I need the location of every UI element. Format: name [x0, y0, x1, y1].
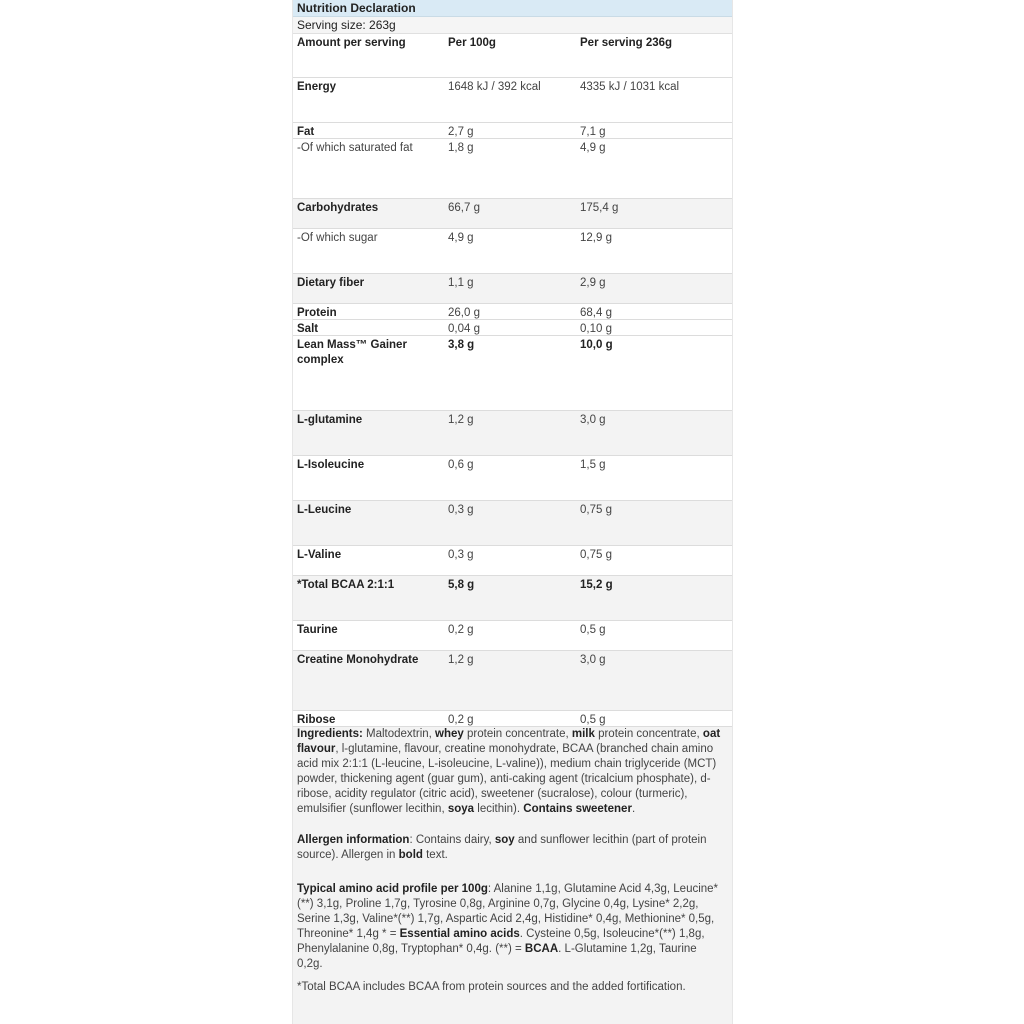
table-row — [293, 123, 732, 139]
text-segment: whey — [435, 728, 464, 740]
text-segment: and sunflower lecithin (part of protein source). Allergen in — [297, 834, 707, 861]
nutrient-name: Ribose — [297, 714, 336, 726]
nutrient-name: -Of which saturated fat — [297, 142, 413, 154]
value-per-100g: 0,04 g — [448, 323, 480, 335]
value-per-serving: 0,5 g — [580, 624, 606, 636]
nutrient-name: Taurine — [297, 624, 338, 636]
table-row — [293, 576, 732, 621]
nutrient-name: Dietary fiber — [297, 277, 365, 289]
table-row — [293, 78, 732, 123]
nutrient-name: Carbohydrates — [297, 202, 379, 214]
table-row — [293, 501, 732, 546]
text-segment: Typical amino acid profile per 100g — [297, 883, 488, 895]
value-per-serving: 4335 kJ / 1031 kcal — [580, 81, 680, 93]
text-segment: Contains sweetener — [523, 803, 632, 815]
text-segment: BCAA — [524, 943, 559, 955]
table-title: Nutrition Declaration — [297, 1, 416, 15]
allergen-text — [297, 833, 725, 863]
value-per-serving: 7,1 g — [580, 126, 606, 138]
nutrient-name: Protein — [297, 307, 337, 319]
table-row — [293, 139, 732, 199]
value-per-serving: 4,9 g — [580, 142, 606, 154]
value-per-serving: 15,2 g — [580, 579, 613, 591]
text-segment: protein concentrate, — [463, 728, 572, 740]
nutrient-name: Salt — [297, 323, 319, 335]
value-per-serving: 3,0 g — [580, 654, 606, 666]
text-segment: protein concentrate, — [594, 728, 703, 740]
column-header-per-serving: Per serving 236g — [580, 37, 673, 49]
nutrient-name: L-Leucine — [297, 504, 352, 516]
table-row — [293, 711, 732, 727]
text-segment: : Contains dairy, — [409, 834, 495, 846]
serving-size-row — [293, 17, 732, 34]
value-per-100g: 1,1 g — [448, 277, 474, 289]
nutrient-name: L-Isoleucine — [297, 459, 365, 471]
value-per-serving: 12,9 g — [580, 232, 612, 244]
table-row — [293, 651, 732, 711]
table-row — [293, 621, 732, 651]
nutrition-panel — [292, 0, 733, 1024]
value-per-serving: 0,10 g — [580, 323, 612, 335]
nutrient-name: -Of which sugar — [297, 232, 378, 244]
amino-acid-profile-text — [297, 882, 725, 972]
nutrient-name: Fat — [297, 126, 315, 138]
nutrient-name: L-glutamine — [297, 414, 363, 426]
text-segment: Maltodextrin, — [362, 728, 436, 740]
ingredients-text — [297, 727, 725, 817]
text-segment: milk — [571, 728, 595, 740]
value-per-serving: 68,4 g — [580, 307, 612, 319]
value-per-serving: 0,5 g — [580, 714, 606, 726]
text-segment: text. — [422, 849, 448, 861]
value-per-serving: 10,0 g — [580, 339, 613, 351]
value-per-100g: 2,7 g — [448, 126, 474, 138]
text-segment: oat flavour — [297, 728, 721, 755]
table-row — [293, 411, 732, 456]
value-per-serving: 2,9 g — [580, 277, 606, 289]
value-per-100g: 5,8 g — [448, 579, 475, 591]
table-row — [293, 229, 732, 274]
table-row — [293, 456, 732, 501]
nutrient-name: Lean Mass™ Gainer complex — [297, 339, 407, 366]
nutrient-name: Energy — [297, 81, 336, 93]
table-row — [293, 274, 732, 304]
value-per-serving: 3,0 g — [580, 414, 606, 426]
value-per-100g: 1,8 g — [448, 142, 474, 154]
text-segment: soy — [494, 834, 515, 846]
product-information — [293, 727, 732, 1024]
value-per-100g: 0,3 g — [448, 504, 474, 516]
table-title-bar — [293, 0, 732, 17]
text-segment: , l-glutamine, flavour, creatine monohydrate, BCAA (branched chain amino acid mix 2:1:1 (L-leucine, L-isoleucine, L-valine)), medium chain triglyceride (MCT) powder, thickening agent (guar gum), anti-caking agent (tricalcium phosphate), d-ribose, acidity regulator (citric acid), sweetener (sucralose), colour (turmeric), emulsifier (sunflower lecithin, — [297, 743, 717, 815]
text-segment: Allergen information — [297, 834, 410, 846]
value-per-100g: 1,2 g — [448, 414, 474, 426]
value-per-serving: 175,4 g — [580, 202, 619, 214]
nutrient-name: Creatine Monohydrate — [297, 654, 419, 666]
text-segment: Essential amino acids — [399, 928, 520, 940]
value-per-100g: 26,0 g — [448, 307, 480, 319]
value-per-100g: 0,3 g — [448, 549, 474, 561]
nutrient-name: *Total BCAA 2:1:1 — [297, 579, 395, 591]
table-row — [293, 304, 732, 320]
table-row — [293, 320, 732, 336]
text-segment: bold — [398, 849, 423, 861]
table-row — [293, 546, 732, 576]
column-header-row — [293, 34, 732, 78]
footnote-text: *Total BCAA includes BCAA from protein sources and the added fortification. — [297, 981, 686, 993]
value-per-100g: 0,2 g — [448, 624, 474, 636]
value-per-100g: 66,7 g — [448, 202, 480, 214]
value-per-serving: 1,5 g — [580, 459, 606, 471]
text-segment: soya — [447, 803, 475, 815]
text-segment: lecithin). — [474, 803, 524, 815]
value-per-100g: 1648 kJ / 392 kcal — [448, 81, 541, 93]
text-segment: : Alanine 1,1g, Glutamine Acid 4,3g, Leucine*(**) 3,1g, Proline 1,7g, Tyrosine 0,8g, Arginine 0,7g, Glycine 0,4g, Lysine* 2,2g, Serine 1,3g, Valine*(**) 1,7g, Aspartic Acid 2,4g, Histidine* 0,4g, Methionine* 0,5g, Threonine* 1,4g * = — [297, 883, 719, 940]
table-row — [293, 336, 732, 411]
value-per-100g: 0,2 g — [448, 714, 474, 726]
value-per-100g: 4,9 g — [448, 232, 474, 244]
text-segment: Ingredients: — [297, 728, 363, 740]
value-per-100g: 3,8 g — [448, 339, 475, 351]
table-row — [293, 199, 732, 229]
column-header-amount: Amount per serving — [297, 37, 406, 49]
text-segment: . Cysteine 0,5g, Isoleucine*(**) 1,8g, Phenylalanine 0,8g, Tryptophan* 0,4g. (**) = — [297, 928, 705, 955]
value-per-serving: 0,75 g — [580, 549, 612, 561]
nutrient-name: L-Valine — [297, 549, 342, 561]
value-per-100g: 0,6 g — [448, 459, 474, 471]
text-segment: . L-Glutamine 1,2g, Taurine 0,2g. — [297, 943, 697, 970]
value-per-100g: 1,2 g — [448, 654, 474, 666]
value-per-serving: 0,75 g — [580, 504, 612, 516]
serving-size: Serving size: 263g — [297, 18, 396, 32]
text-segment: . — [631, 803, 636, 815]
column-header-per-100g: Per 100g — [448, 37, 496, 49]
